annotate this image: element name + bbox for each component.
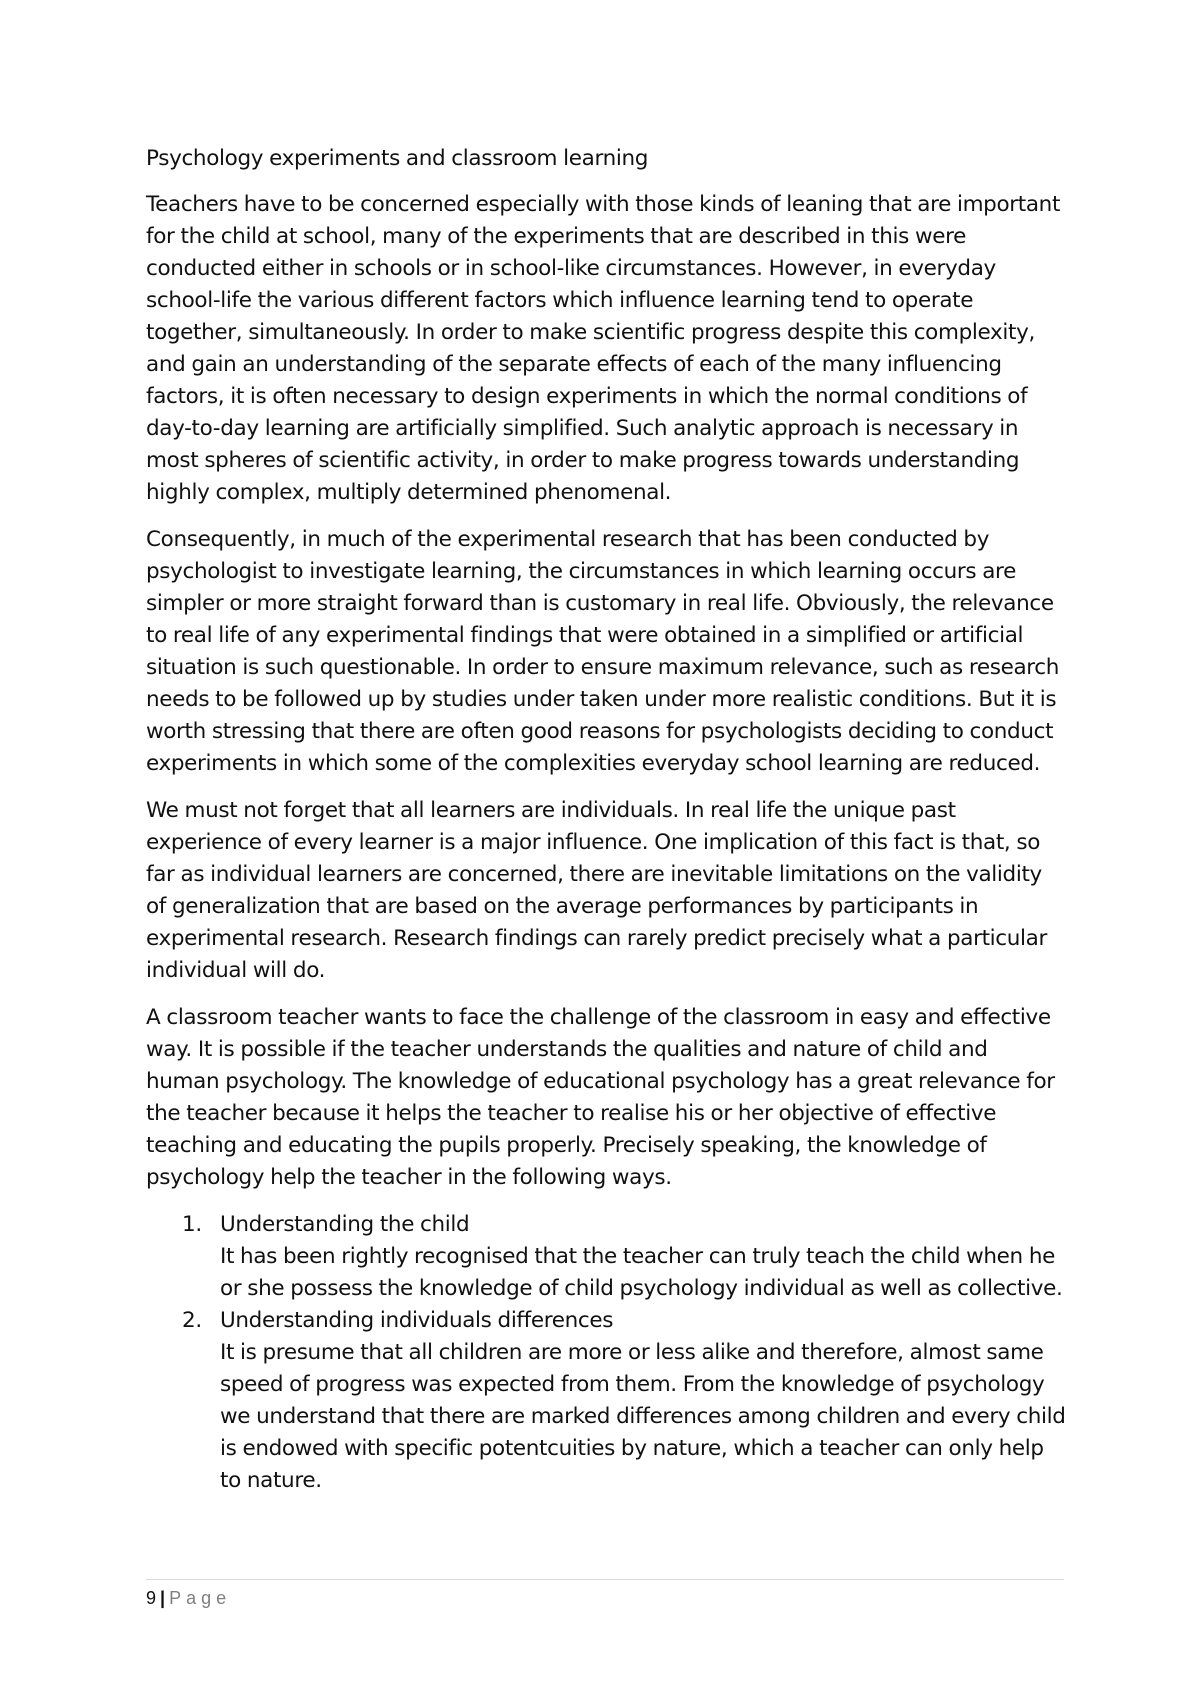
list-item-body: It has been rightly recognised that the teacher can truly teach the child when he or she possess the knowledge of child psychology individual as well as collective. [220,1244,1063,1301]
page-number: 9 [146,1588,157,1608]
paragraph-2: Consequently, in much of the experimental research that has been conducted by psychologist to investigate learning, the circumstances in which learning occurs are simpler or more straight forward than is customary in real life. Obviously, the relevance to real life of any experimental findings that were obtained in a simplified or artificial situation is such questionable. In order to ensure maximum relevance, such as research needs to be followed up by studies under taken under more realistic conditions. But it is worth stressing that there are often good reasons for psychologists deciding to conduct experiments in which some of the complexities everyday school learning are reduced. [146,527,1060,776]
list-item [146,1305,1066,1497]
list-item-number: 2. [182,1308,202,1333]
footer-separator: | [160,1588,166,1608]
list-item [146,1209,1066,1305]
numbered-list [146,1209,1066,1497]
page-content [146,143,1066,1497]
section-title: Psychology experiments and classroom learning [146,146,649,171]
list-item-body: It is presume that all children are more or less alike and therefore, almost same speed of progress was expected from them. From the knowledge of psychology we understand that there are marked differences among children and every child is endowed with specific potentcuities by nature, which a teacher can only help to nature. [220,1340,1066,1493]
page-footer [146,1587,231,1609]
paragraph-4: A classroom teacher wants to face the challenge of the classroom in easy and effective way. It is possible if the teacher understands the qualities and nature of child and human psychology. The knowledge of educational psychology has a great relevance for the teacher because it helps the teacher to realise his or her objective of effective teaching and educating the pupils properly. Precisely speaking, the knowledge of psychology help the teacher in the following ways. [146,1005,1055,1190]
paragraph-1: Teachers have to be concerned especially with those kinds of leaning that are important for the child at school, many of the experiments that are described in this were conducted either in schools or in school-like circumstances. However, in everyday school-life the various different factors which influence learning tend to operate together, simultaneously. In order to make scientific progress despite this complexity, and gain an understanding of the separate effects of each of the many influencing factors, it is often necessary to design experiments in which the normal conditions of day-to-day learning are artificially simplified. Such analytic approach is necessary in most spheres of scientific activity, in order to make progress towards understanding highly complex, multiply determined phenomenal. [146,192,1061,505]
list-item-number: 1. [182,1212,202,1237]
page-label: Page [169,1588,232,1608]
list-item-heading: Understanding individuals differences [220,1308,614,1333]
footer-divider [146,1579,1064,1580]
paragraph-3: We must not forget that all learners are individuals. In real life the unique past experience of every learner is a major influence. One implication of this fact is that, so far as individual learners are concerned, there are inevitable limitations on the validity of generalization that are based on the average performances by participants in experimental research. Research findings can rarely predict precisely what a particular individual will do. [146,798,1047,983]
list-item-heading: Understanding the child [220,1212,470,1237]
